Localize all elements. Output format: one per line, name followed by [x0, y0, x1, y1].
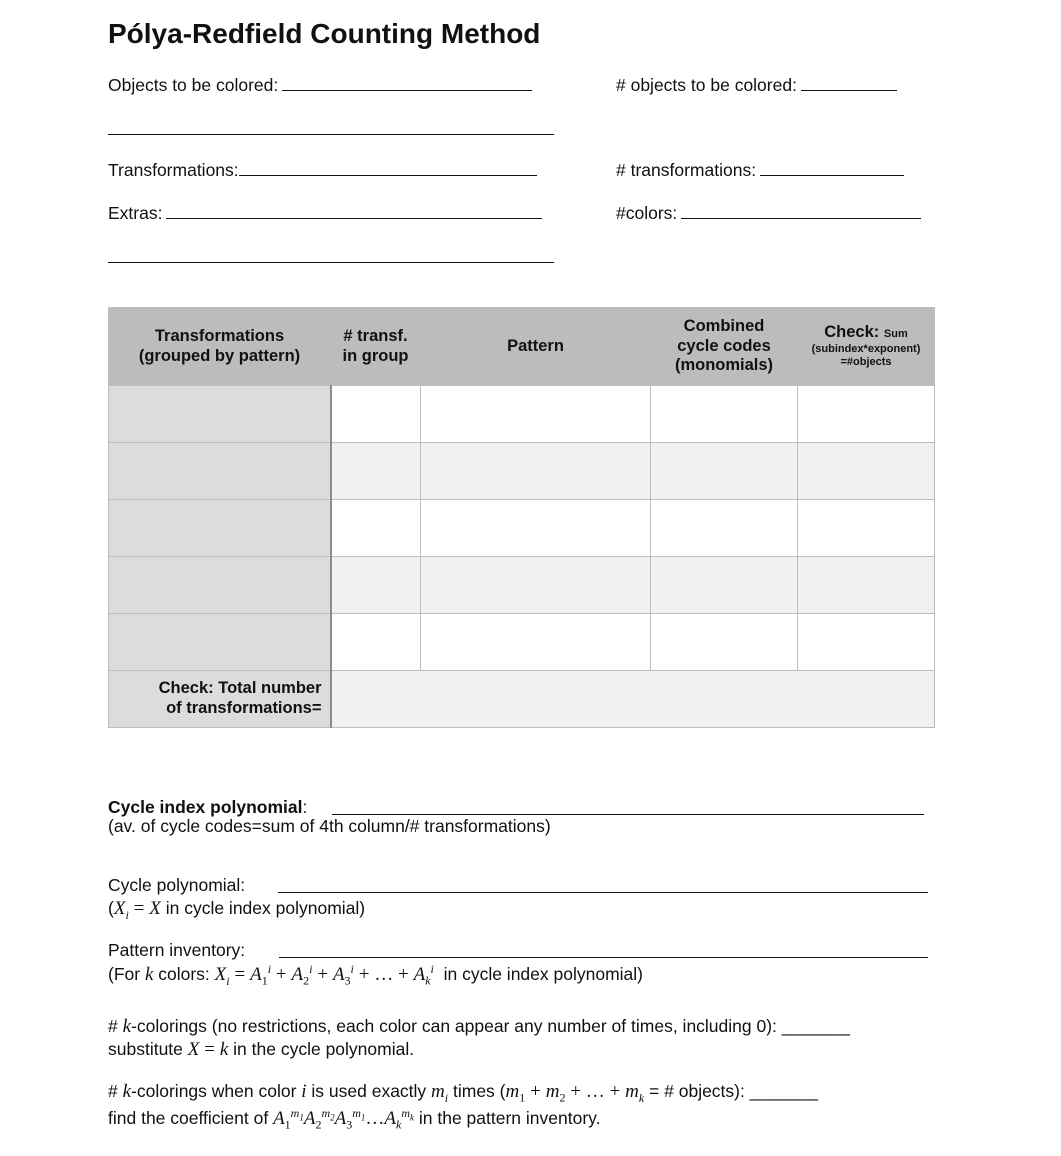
k-colorings-1-head: # — [108, 1016, 123, 1036]
table-cell[interactable] — [331, 500, 421, 557]
k-colorings-unrestricted-line2: substitute X = k in the cycle polynomial. — [108, 1039, 415, 1060]
table-cell[interactable] — [421, 500, 651, 557]
table-row — [109, 500, 935, 557]
transformations-line — [239, 158, 537, 176]
cycle-poly-note-tail: in cycle index polynomial) — [160, 898, 366, 918]
num-colors-line — [681, 201, 921, 219]
table-cell[interactable] — [421, 614, 651, 671]
cycle-poly-note: ($X_i = X$ in cycle index polynomial) — [108, 898, 366, 922]
num-objects-label: # objects to be colored: — [616, 75, 797, 95]
extras-line-2[interactable] — [108, 262, 554, 263]
cycle-index-note: (av. of cycle codes=sum of 4th column/# transformations) — [108, 816, 551, 836]
objects-label: Objects to be colored: — [108, 75, 279, 95]
table-cell[interactable] — [331, 614, 421, 671]
pattern-inventory-note-tail: in cycle index polynomial) — [443, 963, 643, 984]
num-colors-field[interactable] — [616, 201, 921, 224]
num-colors-label: #colors: — [616, 203, 678, 223]
header-check-sum: Sum — [883, 327, 908, 340]
page-title: Pólya-Redfield Counting Method — [108, 18, 541, 49]
transformations-label: Transformations: — [108, 160, 239, 180]
pattern-inventory-note-mid: colors: — [153, 963, 215, 984]
table-cell[interactable] — [651, 443, 798, 500]
header-num-transf — [331, 308, 421, 386]
table-row — [109, 557, 935, 614]
k-colorings-2-d: = # objects): _______ — [644, 1081, 818, 1101]
table-cell[interactable] — [798, 443, 935, 500]
total-label-line-1: Check: Total number — [158, 679, 322, 698]
table-row — [109, 443, 935, 500]
header-combined-line-2: cycle codes — [677, 336, 771, 355]
cycle-index-colon: : — [302, 797, 308, 817]
table-cell[interactable] — [798, 614, 935, 671]
table-cell[interactable] — [331, 557, 421, 614]
table-header-row — [109, 308, 935, 386]
objects-field[interactable] — [108, 73, 532, 96]
k-colorings-1-tail: -colorings (no restrictions, each color can appear any number of times, including 0): _______ — [131, 1016, 850, 1036]
k-colorings-2-a: -colorings when color — [131, 1081, 302, 1101]
num-objects-line — [801, 73, 897, 91]
header-num-transf-line-2: in group — [342, 346, 409, 365]
num-transformations-line — [760, 158, 904, 176]
extras-label: Extras: — [108, 203, 163, 223]
header-combined-line-1: Combined — [683, 316, 765, 335]
transformations-field[interactable] — [108, 158, 537, 181]
table-row — [109, 614, 935, 671]
cycle-poly-label: Cycle polynomial: — [108, 875, 246, 895]
table-cell[interactable] — [651, 386, 798, 443]
cycle-index-line[interactable] — [332, 814, 924, 815]
extras-field[interactable] — [108, 201, 542, 224]
header-transformations-line-2: (grouped by pattern) — [138, 346, 301, 365]
table-cell[interactable] — [109, 500, 331, 557]
table-cell[interactable] — [331, 443, 421, 500]
header-check-bold: Check: — [824, 322, 880, 341]
total-row — [109, 671, 935, 728]
pattern-inventory-note: (For k colors: $X_i = A_1^i + A_2^i + A_3^i$ + … + $A_k^i$ in cycle index polynomial) — [108, 962, 643, 988]
table-cell[interactable] — [798, 386, 935, 443]
table-cell[interactable] — [421, 557, 651, 614]
table-cell[interactable] — [798, 500, 935, 557]
header-num-transf-line-1: # transf. — [343, 326, 408, 345]
header-check-objects: =#objects — [840, 356, 892, 369]
objects-line-2[interactable] — [108, 134, 554, 135]
table-cell[interactable] — [421, 386, 651, 443]
k-colorings-2-c: times ( — [448, 1081, 506, 1101]
k-colorings-exact: # k-colorings when color i is used exactly $m_i$ times ($m_1 + m_2$ + … + $m_k$ = # objects): _______ — [108, 1081, 818, 1105]
num-objects-field[interactable] — [616, 73, 897, 96]
table-cell[interactable] — [651, 557, 798, 614]
table-cell[interactable] — [651, 500, 798, 557]
cycle-poly-line[interactable] — [278, 892, 928, 893]
cycle-index-label: Cycle index polynomial — [108, 797, 303, 817]
total-label — [109, 671, 331, 728]
k-colorings-2-line2-tail: in the pattern inventory. — [414, 1107, 601, 1128]
num-transformations-field[interactable] — [616, 158, 904, 181]
pattern-inventory-label: Pattern inventory: — [108, 940, 246, 960]
table-cell[interactable] — [421, 443, 651, 500]
header-combined — [651, 308, 798, 386]
table-cell[interactable] — [651, 614, 798, 671]
pattern-inventory-line[interactable] — [279, 957, 928, 958]
extras-line — [166, 201, 542, 219]
header-combined-line-3: (monomials) — [674, 356, 774, 375]
k-colorings-2-head: # — [108, 1081, 123, 1101]
header-check-formula: (subindex*exponent) — [811, 342, 921, 355]
num-transformations-label: # transformations: — [616, 160, 757, 180]
table-cell[interactable] — [798, 557, 935, 614]
k-colorings-2-b: is used exactly — [306, 1081, 432, 1101]
k-colorings-2-line2-head: find the coefficient of — [108, 1107, 274, 1128]
table-cell[interactable] — [109, 443, 331, 500]
header-transformations — [109, 308, 331, 386]
table-cell[interactable] — [331, 386, 421, 443]
total-value-cell[interactable] — [331, 671, 935, 728]
k-colorings-1-line2-tail: in the cycle polynomial. — [228, 1039, 415, 1059]
k-colorings-unrestricted: # k-colorings (no restrictions, each color can appear any number of times, including 0): _______ — [108, 1016, 850, 1037]
k-colorings-1-line2-head: substitute — [108, 1039, 188, 1059]
header-check — [798, 308, 935, 386]
k-colorings-exact-line2: find the coefficient of $A_1^{m_1}A_2^{m_2}A_3^{m_1}\dots A_k^{m_k}$ in the pattern inventory. — [108, 1106, 601, 1132]
table-row — [109, 386, 935, 443]
header-transformations-line-1: Transformations — [154, 326, 285, 345]
table-cell[interactable] — [109, 386, 331, 443]
header-pattern: Pattern — [421, 308, 651, 386]
pattern-inventory-note-head: (For — [108, 963, 145, 984]
objects-line — [282, 73, 532, 91]
table-cell[interactable] — [109, 557, 331, 614]
table-cell[interactable] — [109, 614, 331, 671]
transformations-table — [108, 307, 935, 728]
total-label-line-2: of transformations= — [166, 699, 322, 717]
